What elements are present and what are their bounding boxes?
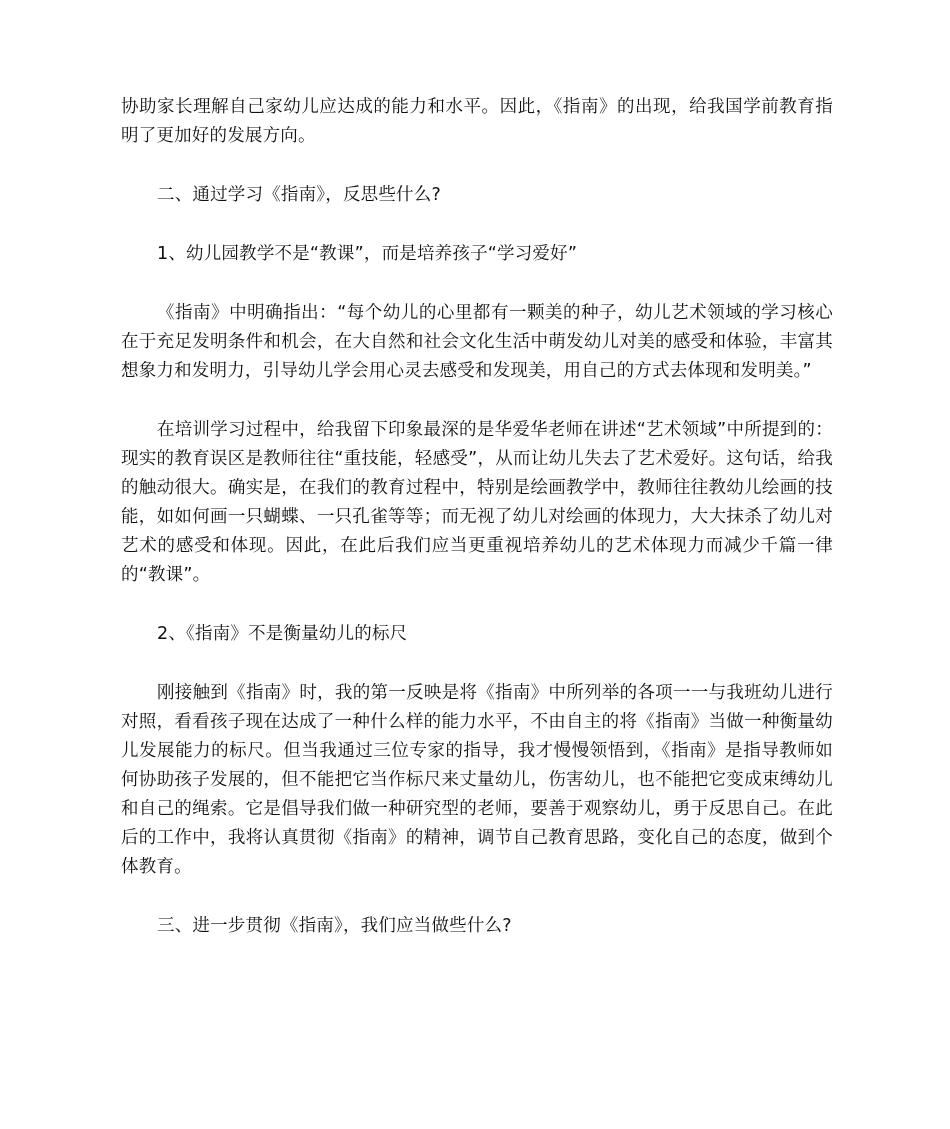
section-heading-reflection: 二、通过学习《指南》，反思些什么?	[157, 185, 441, 205]
paragraph-guide-understanding: 刚接触到《指南》时，我的第一反映是将《指南》中所列举的各项一一与我班幼儿进行对照，看看孩子现在达成了一种什么样的能力水平，不由自主的将《指南》当做一种衡量幼儿发展能力的标尺。但当我通过三位专家的指导，我才慢慢领悟到，《指南》是指导教师如何协助孩子发展的，但不能把它当作标尺来丈量幼儿，伤害幼儿，也不能把它变成束缚幼儿和自己的绳索。它是倡导我们做一种研究型的老师，要善于观察幼儿，勇于反思自己。在此后的工作中，我将认真贯彻《指南》的精神，调节自己教育思路，变化自己的态度，做到个体教育。	[121, 683, 833, 877]
paragraph-intro-continuation: 协助家长理解自己家幼儿应达成的能力和水平。因此，《指南》的出现，给我国学前教育指明了更加好的发展方向。	[121, 97, 833, 146]
subheading-teaching-not-lessons: 1、幼儿园教学不是“教课”，而是培养孩子“学习爱好”	[157, 244, 578, 264]
paragraph-training-reflection: 在培训学习过程中，给我留下印象最深的是华爱华老师在讲述“艺术领域”中所提到的：现实的教育误区是教师往往“重技能，轻感受”，从而让幼儿失去了艺术爱好。这句话，给我的触动很大。确实是，在我们的教育过程中，特别是绘画教学中，教师往往教幼儿绘画的技能，如如何画一只蝴蝶、一只孔雀等等；而无视了幼儿对绘画的体现力，大大抹杀了幼儿对艺术的感受和体现。因此，在此后我们应当更重视培养幼儿的艺术体现力而减少千篇一律的“教课”。	[121, 420, 833, 585]
subheading-guide-not-ruler: 2、《指南》不是衡量幼儿的标尺	[157, 624, 408, 644]
section-heading-next-steps: 三、进一步贯彻《指南》，我们应当做些什么?	[157, 916, 512, 936]
paragraph-guide-quote: 《指南》中明确指出：“每个幼儿的心里都有一颗美的种子，幼儿艺术领域的学习核心在于充足发明条件和机会，在大自然和社会文化生活中萌发幼儿对美的感受和体验，丰富其想象力和发明力，引导幼儿学会用心灵去感受和发现美，用自己的方式去体现和发明美。”	[121, 303, 833, 381]
document-body	[121, 93, 833, 941]
